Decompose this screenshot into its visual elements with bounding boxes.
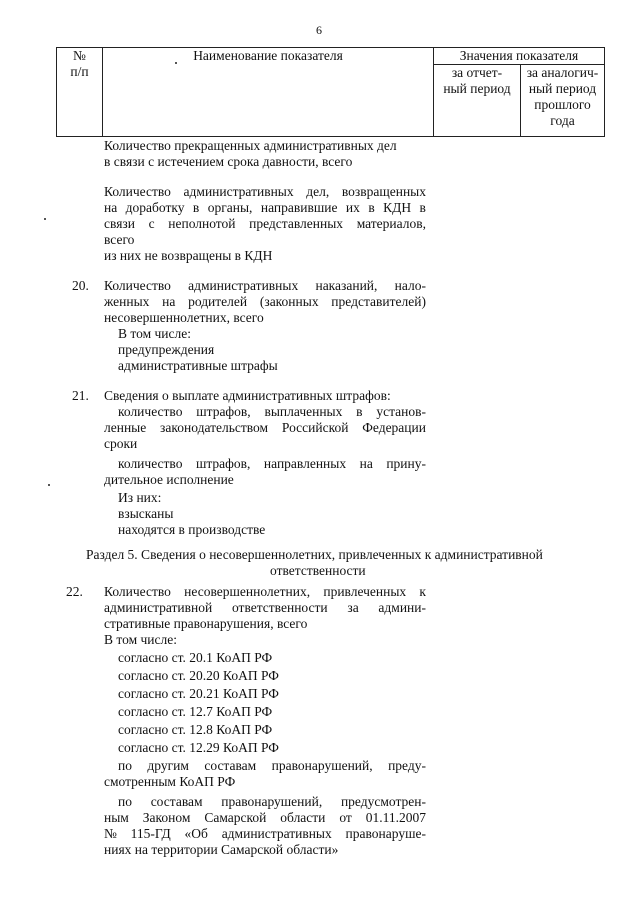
word: административных bbox=[188, 278, 299, 293]
word: Количество bbox=[104, 584, 171, 599]
word: № bbox=[104, 826, 117, 841]
item-20-including: В том числе: bbox=[118, 326, 191, 341]
word: составам bbox=[150, 794, 203, 809]
word: в bbox=[356, 404, 363, 419]
word: Количество bbox=[104, 278, 171, 293]
item-22-other-line-2: смотренным КоАП РФ bbox=[104, 774, 236, 789]
word: КДН bbox=[383, 200, 412, 215]
item-21-collected: взысканы bbox=[118, 506, 174, 521]
word: ным bbox=[104, 810, 129, 825]
word: преду- bbox=[388, 758, 426, 773]
item-21-paid-line-2 bbox=[104, 420, 426, 436]
word: ответственности bbox=[231, 600, 328, 615]
item-21-line-1: Сведения о выплате административных штрафов: bbox=[104, 388, 391, 403]
item-22-article-2: согласно ст. 20.20 КоАП РФ bbox=[118, 668, 279, 683]
item-22-regional-line-2 bbox=[104, 810, 426, 826]
word: правонаруше- bbox=[345, 826, 426, 841]
returned-line-4: всего bbox=[104, 232, 135, 247]
item-22-regional-line-3 bbox=[104, 826, 426, 842]
returned-line-3 bbox=[104, 216, 426, 232]
returned-line-5: из них не возвращены в КДН bbox=[104, 248, 273, 263]
header-current-line2: ный период bbox=[443, 81, 511, 97]
word: административных bbox=[183, 184, 294, 199]
word: админи- bbox=[378, 600, 426, 615]
word: нало- bbox=[394, 278, 426, 293]
word: Российской bbox=[281, 420, 349, 435]
word: к bbox=[419, 584, 426, 599]
item-21-of-them: Из них: bbox=[118, 490, 162, 505]
header-current-line1: за отчет- bbox=[451, 65, 503, 81]
word: направившие bbox=[260, 200, 338, 215]
header-number-line2: п/п bbox=[70, 64, 89, 79]
scan-speck bbox=[48, 484, 50, 486]
word: количество bbox=[118, 456, 183, 471]
word: «Об bbox=[184, 826, 208, 841]
word: неполнотой bbox=[168, 216, 236, 231]
header-previous-period-cell bbox=[521, 65, 605, 137]
item-21-number: 21. bbox=[72, 388, 89, 403]
word: на bbox=[162, 294, 176, 309]
word: (законных bbox=[259, 294, 319, 309]
word: органы, bbox=[207, 200, 253, 215]
section-5-title-line-1: Раздел 5. Сведения о несовершеннолетних, привлеченных к административной bbox=[86, 547, 543, 562]
returned-line-1 bbox=[104, 184, 426, 200]
word: штрафов, bbox=[196, 404, 251, 419]
word: выплаченных bbox=[264, 404, 343, 419]
word: Количество bbox=[104, 184, 171, 199]
word: области bbox=[280, 810, 326, 825]
item-22-article-1: согласно ст. 20.1 КоАП РФ bbox=[118, 650, 273, 665]
item-22-article-4: согласно ст. 12.7 КоАП РФ bbox=[118, 704, 273, 719]
scan-speck bbox=[44, 218, 46, 220]
word: административной bbox=[104, 600, 213, 615]
item-22-regional-line-1 bbox=[118, 794, 426, 810]
word: правонарушений, bbox=[271, 758, 373, 773]
word: на bbox=[359, 456, 373, 471]
word: предусмотрен- bbox=[340, 794, 426, 809]
item-22-other-line-1 bbox=[118, 758, 426, 774]
header-current-period-cell bbox=[434, 65, 521, 137]
word: ленные bbox=[104, 420, 147, 435]
item-22-including: В том числе: bbox=[104, 632, 177, 647]
page-number: 6 bbox=[316, 23, 322, 37]
header-number-cell bbox=[57, 48, 103, 137]
header-values-title: Значения показателя bbox=[459, 48, 579, 63]
header-previous-line3: прошлого bbox=[534, 97, 591, 113]
scan-speck bbox=[175, 62, 177, 64]
item-21-sent-line-2: дительное исполнение bbox=[104, 472, 234, 487]
word: их bbox=[345, 200, 360, 215]
item-21-paid-line-1 bbox=[118, 404, 426, 420]
word: направленных bbox=[263, 456, 347, 471]
word: возвращенных bbox=[341, 184, 426, 199]
word: прину- bbox=[386, 456, 426, 471]
word: представленных bbox=[249, 216, 344, 231]
item-22-article-6: согласно ст. 12.29 КоАП РФ bbox=[118, 740, 279, 755]
header-previous-line1: за аналогич- bbox=[526, 65, 599, 81]
word: установ- bbox=[376, 404, 426, 419]
word: Федерации bbox=[362, 420, 426, 435]
header-number-line1: № bbox=[73, 48, 86, 63]
word: по bbox=[118, 758, 132, 773]
returned-line-2 bbox=[104, 200, 426, 216]
item-20-sub-1: предупреждения bbox=[118, 342, 215, 357]
word: за bbox=[347, 600, 359, 615]
word: в bbox=[419, 200, 426, 215]
word: в bbox=[192, 200, 200, 215]
word: женных bbox=[104, 294, 150, 309]
item-20-number: 20. bbox=[72, 278, 89, 293]
item-21-sent-line-1 bbox=[118, 456, 426, 472]
item-20-sub-2: административные штрафы bbox=[118, 358, 278, 373]
header-previous-line4: года bbox=[550, 113, 575, 129]
terminated-line-2: в связи с истечением срока давности, всего bbox=[104, 154, 353, 169]
word: материалов, bbox=[356, 216, 426, 231]
word: 115-ГД bbox=[130, 826, 171, 841]
word: от bbox=[339, 810, 352, 825]
terminated-line-1: Количество прекращенных административных дел bbox=[104, 138, 397, 153]
word: количество bbox=[118, 404, 183, 419]
word: наказаний, bbox=[315, 278, 378, 293]
item-20-line-2 bbox=[104, 294, 426, 310]
word: представителей) bbox=[331, 294, 426, 309]
item-21-in-progress: находятся в производстве bbox=[118, 522, 266, 537]
header-name-cell bbox=[103, 48, 434, 137]
word: составам bbox=[204, 758, 257, 773]
word: штрафов, bbox=[195, 456, 251, 471]
word: Самарской bbox=[204, 810, 267, 825]
word: 01.11.2007 bbox=[365, 810, 426, 825]
word: дел, bbox=[306, 184, 330, 199]
item-20-line-3: несовершеннолетних, всего bbox=[104, 310, 264, 325]
word: административных bbox=[221, 826, 332, 841]
item-20-line-1 bbox=[104, 278, 426, 294]
item-22-article-5: согласно ст. 12.8 КоАП РФ bbox=[118, 722, 273, 737]
word: доработку bbox=[125, 200, 185, 215]
word: несовершеннолетних, bbox=[184, 584, 311, 599]
section-5-title-line-2: ответственности bbox=[270, 563, 366, 578]
item-21-paid-line-3: сроки bbox=[104, 436, 138, 451]
word: другим bbox=[147, 758, 189, 773]
item-22-line-2 bbox=[104, 600, 426, 616]
indicator-table-header bbox=[56, 47, 605, 137]
word: в bbox=[368, 200, 375, 215]
word: правонарушений, bbox=[221, 794, 323, 809]
word: с bbox=[148, 216, 155, 231]
word: связи bbox=[104, 216, 135, 231]
word: Законом bbox=[142, 810, 191, 825]
item-22-line-1 bbox=[104, 584, 426, 600]
item-22-regional-line-4: ниях на территории Самарской области» bbox=[104, 842, 339, 857]
word: привлеченных bbox=[323, 584, 407, 599]
word: законодательством bbox=[160, 420, 269, 435]
header-previous-line2: ный период bbox=[528, 81, 597, 97]
item-22-article-3: согласно ст. 20.21 КоАП РФ bbox=[118, 686, 279, 701]
word: родителей bbox=[188, 294, 248, 309]
item-22-line-3: стративные правонарушения, всего bbox=[104, 616, 308, 631]
word: на bbox=[104, 200, 118, 215]
item-22-number: 22. bbox=[66, 584, 83, 599]
word: по bbox=[118, 794, 132, 809]
header-name: Наименование показателя bbox=[193, 48, 343, 63]
header-values-cell bbox=[434, 48, 605, 65]
